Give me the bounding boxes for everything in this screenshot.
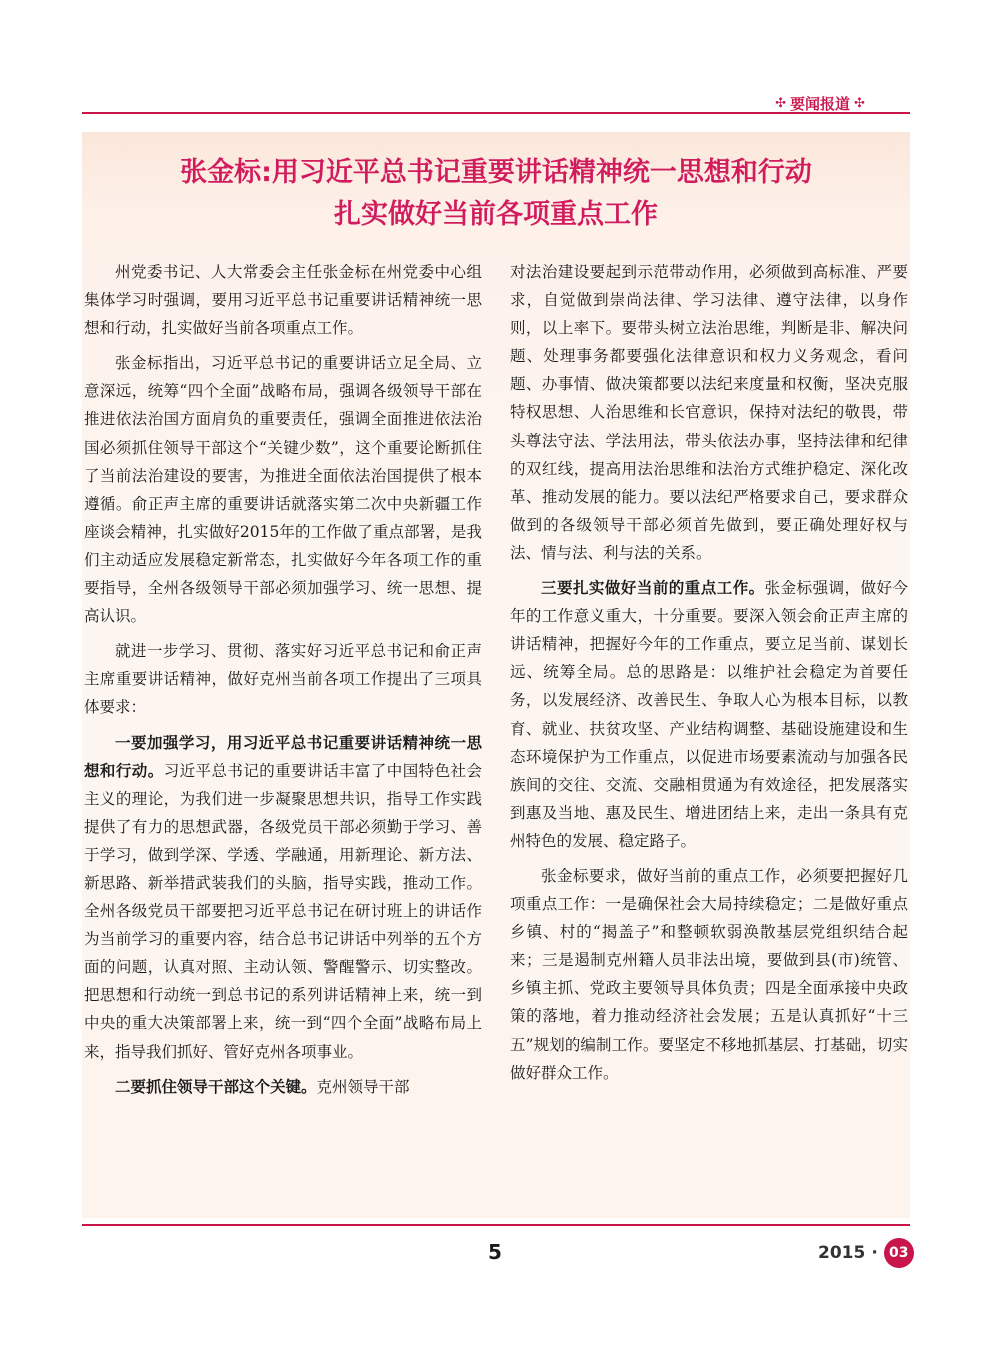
footer-rule: [82, 1224, 910, 1226]
paragraph: 州党委书记、人大常委会主任张金标在州党委中心组集体学习时强调，要用习近平总书记重要讲话精神统一思想和行动，扎实做好当前各项重点工作。: [84, 263, 482, 338]
paragraph: [84, 1073, 482, 1101]
section-header: [740, 92, 900, 114]
paragraph-lead: 一要加强学习，用习近平总书记重要讲话精神统一思想和行动。: [84, 733, 482, 780]
issue-info: [818, 1238, 914, 1268]
issue-year: 2015: [818, 1243, 866, 1263]
section-title: 要闻报道: [789, 94, 850, 113]
paragraph: [84, 729, 482, 1066]
paragraph: 就进一步学习、贯彻、落实好习近平总书记和俞正声主席重要讲话精神，做好克州当前各项工作提出了三项具体要求：: [84, 642, 482, 717]
paragraph: [510, 574, 908, 855]
title-line-1: 张金标:用习近平总书记重要讲话精神统一思想和行动: [180, 157, 812, 188]
paragraph-lead: 二要抓住领导干部这个关键。: [115, 1077, 317, 1096]
separator-dot: ·: [871, 1243, 878, 1263]
paragraph-body: 张金标强调，做好今年的工作意义重大，十分重要。要深入领会俞正声主席的讲话精神，把握好今年的工作重点，要立足当前、谋划长远、统筹全局。总的思路是：以维护社会稳定为首要任务，以发展经济、改善民生、争取人心为根本目标，以教育、就业、扶贫攻坚、产业结构调整、基础设施建设和生态环境保护为工作重点，以促进市场要素流动与加强各民族间的交往、交流、交融相贯通为有效途径，把发展落实到惠及当地、惠及民生、增进团结上来，走出一条具有克州特色的发展、稳定路子。: [510, 579, 908, 850]
header-rule: [82, 112, 910, 114]
paragraph: 张金标要求，做好当前的重点工作，必须要把握好几项重点工作：一是确保社会大局持续稳定；二是做好重点乡镇、村的“揭盖子”和整顿软弱涣散基层党组织结合起来；三是遏制克州籍人员非法出境，要做到县(市)统管、乡镇主抓、党政主要领导具体负责；四是全面承接中央政策的落地，着力推动经济社会发展；五是认真抓好“十三五”规划的编制工作。要坚定不移地抓基层、打基础，切实做好群众工作。: [510, 866, 908, 1082]
issue-number-badge: 03: [884, 1238, 914, 1268]
paragraph-body: 克州领导干部: [316, 1077, 410, 1096]
flower-icon: ✣: [775, 95, 786, 111]
page-number: 5: [488, 1240, 502, 1264]
paragraph-lead: 三要扎实做好当前的重点工作。: [541, 579, 765, 598]
flower-icon: ✣: [854, 95, 865, 111]
paragraph: 对法治建设要起到示范带动作用，必须做到高标准、严要求，自觉做到崇尚法律、学习法律、遵守法律，以身作则，以上率下。要带头树立法治思维，判断是非、解决问题、处理事务都要强化法律意识和权力义务观念，看问题、办事情、做决策都要以法纪来度量和权衡，坚决克服特权思想、人治思维和长官意识，保持对法纪的敬畏，带头尊法守法、学法用法，带头依法办事，坚持法律和纪律的双红线，提高用法治思维和法治方式维护稳定、深化改革、推动发展的能力。要以法纪严格要求自己，要求群众做到的各级领导干部必须首先做到，要正确处理好权与法、情与法、利与法的关系。: [510, 263, 908, 562]
paragraph-body: 习近平总书记的重要讲话丰富了中国特色社会主义的理论，为我们进一步凝聚思想共识，指导工作实践提供了有力的思想武器，各级党员干部必须勤于学习、善于学习，做到学深、学透、学融通，用新理论、新方法、新思路、新举措武装我们的头脑，指导实践，推动工作。全州各级党员干部要把习近平总书记在研讨班上的讲话作为当前学习的重要内容，结合总书记讲话中列举的五个方面的问题，认真对照、主动认领、警醒警示、切实整改。把思想和行动统一到总书记的系列讲话精神上来，统一到中央的重大决策部署上来，统一到“四个全面”战略布局上来，指导我们抓好、管好克州各项事业。: [84, 761, 482, 1061]
right-column: [510, 258, 908, 1094]
paragraph: 张金标指出，习近平总书记的重要讲话立足全局、立意深远，统筹“四个全面”战略布局，强调各级领导干部在推进依法治国方面肩负的重要责任，强调全面推进依法治国必须抓住领导干部这个“关键少数”，这个重要论断抓住了当前法治建设的要害，为推进全面依法治国提供了根本遵循。俞正声主席的重要讲话就落实第二次中央新疆工作座谈会精神，扎实做好2015年的工作做了重点部署，是我们主动适应发展稳定新常态，扎实做好今年各项工作的重要指导，全州各级领导干部必须加强学习、统一思想、提高认识。: [84, 354, 482, 626]
title-line-2: 扎实做好当前各项重点工作: [334, 199, 658, 230]
left-column: [84, 258, 482, 1108]
article-title: [82, 152, 910, 236]
